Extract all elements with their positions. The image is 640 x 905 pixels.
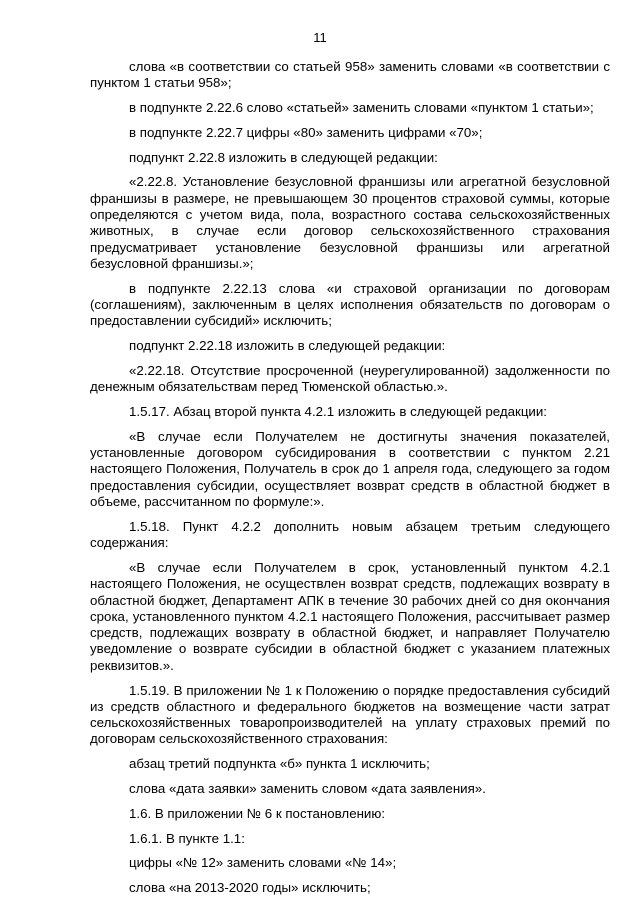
- paragraph-1-6: 1.6. В приложении № 6 к постановлению:: [129, 805, 386, 821]
- paragraph-1-5-19: 1.5.19. В приложении № 1 к Положению о порядке предоставления субсидий из средств областного и федерального бюджетов на возмещение части затрат сельскохозяйственных товаропроизводителей на уплату страховых премий по договорам сельскохозяйственного страхования:: [90, 682, 610, 747]
- paragraph-replace-numbers: цифры «№ 12» заменить словами «№ 14»;: [129, 855, 397, 871]
- paragraph-1-5-18-text: «В случае если Получателем в срок, установленный пунктом 4.2.1 настоящего Положения, не осуществлен возврат средств, подлежащих возврату в областной бюджет, Департамент АПК в течение 30 рабочих дней со дня окончания срока, установленного пунктом 4.2.1 настоящего Положения, рассчитывает размер средств, подлежащих возврату в областной бюджет, и направляет Получателю уведомление о возврате субсидии в областной бюджет с указанием платежных реквизитов.».: [90, 559, 610, 673]
- paragraph-subitem-2-22-18-text: «2.22.18. Отсутствие просроченной (неурегулированной) задолженности по денежным обязательствам перед Тюменской областью.».: [90, 362, 610, 395]
- document-body: [90, 59, 610, 905]
- paragraph-subitem-2-22-8-text: «2.22.8. Установление безусловной франшизы или агрегатной безусловной франшизы в размере, не превышающем 30 процентов страховой суммы, которые определяются с учетом вида, пола, возрастного состава сельскохозяйственных животных, в случае если договор сельскохозяйственного страхования предусматривает установление безусловной франшизы или агрегатной безусловной франшизы.»;: [90, 174, 610, 271]
- page-number: 11: [313, 30, 327, 45]
- paragraph-subitem-2-22-13: в подпункте 2.22.13 слова «и страховой организации по договорам (соглашениям), заключенным в целях исполнения обязательств по договорам о предоставлении субсидий» исключить;: [90, 280, 610, 329]
- paragraph-remove-paragraph-three: абзац третий подпункта «б» пункта 1 исключить;: [129, 756, 430, 772]
- paragraph-replace-article-958: слова «в соответствии со статьей 958» заменить словами «в соответствии с пунктом 1 статьи 958»;: [90, 59, 610, 91]
- paragraph-1-5-18: 1.5.18. Пункт 4.2.2 дополнить новым абзацем третьим следующего содержания:: [90, 518, 610, 551]
- paragraph-subitem-2-22-6: в подпункте 2.22.6 слово «статьей» заменить словами «пунктом 1 статьи»;: [129, 100, 594, 116]
- paragraph-1-6-1: 1.6.1. В пункте 1.1:: [129, 830, 245, 846]
- paragraph-1-5-17-text: «В случае если Получателем не достигнуты значения показателей, установленные договором субсидирования в соответствии с пунктом 2.21 настоящего Положения, Получатель в срок до 1 апреля года, следующего за годом предоставления субсидии, осуществляет возврат средств в областной бюджет в объеме, рассчитанном по формуле:».: [90, 428, 610, 510]
- paragraph-replace-date-words: слова «дата заявки» заменить словом «дата заявления».: [129, 780, 486, 796]
- paragraph-subitem-2-22-7: в подпункте 2.22.7 цифры «80» заменить цифрами «70»;: [129, 124, 483, 140]
- paragraph-remove-years: слова «на 2013-2020 годы» исключить;: [129, 880, 371, 896]
- paragraph-subitem-2-22-18-intro: подпункт 2.22.18 изложить в следующей редакции:: [129, 338, 446, 354]
- paragraph-subitem-2-22-8-intro: подпункт 2.22.8 изложить в следующей редакции:: [129, 149, 438, 165]
- paragraph-1-5-17: 1.5.17. Абзац второй пункта 4.2.1 изложить в следующей редакции:: [129, 404, 547, 420]
